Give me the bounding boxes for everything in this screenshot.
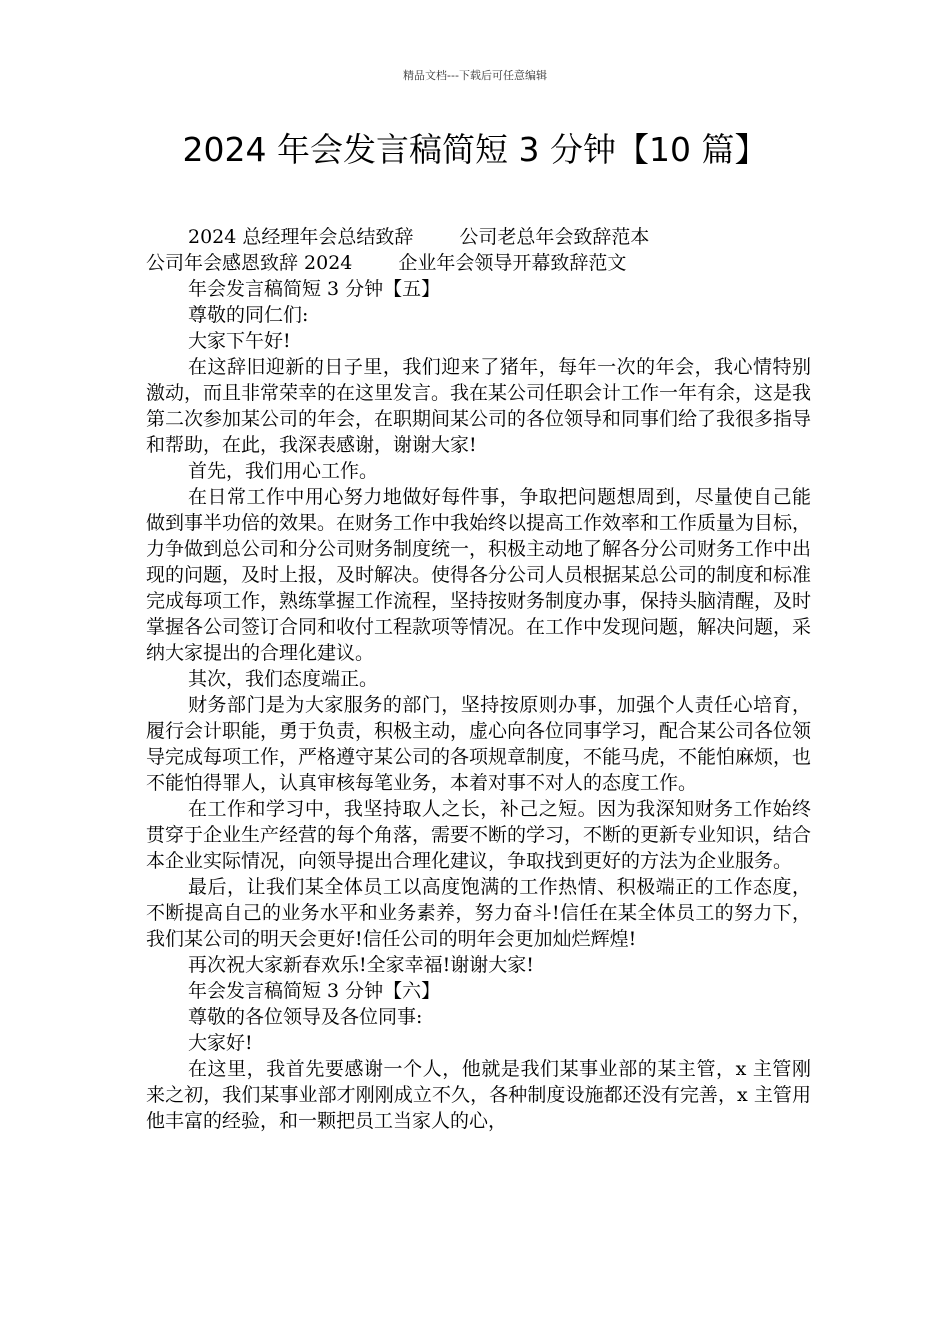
paragraph: 其次，我们态度端正。 — [188, 668, 379, 690]
document-body — [146, 224, 811, 1134]
greeting: 大家下午好! — [188, 330, 291, 352]
related-links — [146, 224, 811, 276]
paragraph: 最后，让我们某全体员工以高度饱满的工作热情、积极端正的工作态度，不断提高自己的业务水平和业务素养，努力奋斗!信任在某全体员工的努力下，我们某公司的明天会更好!信任公司的明年会更加灿烂辉煌! — [146, 876, 811, 950]
salutation: 尊敬的同仁们: — [188, 304, 309, 326]
related-link-2[interactable]: 公司老总年会致辞范本 — [459, 226, 650, 248]
paragraph: 再次祝大家新春欢乐!全家幸福!谢谢大家! — [188, 954, 534, 976]
paragraph: 首先，我们用心工作。 — [188, 460, 379, 482]
paragraph: 在这辞旧迎新的日子里，我们迎来了猪年，每年一次的年会，我心情特别激动，而且非常荣幸的在这里发言。我在某公司任职会计工作一年有余，这是我第二次参加某公司的年会，在职期间某公司的各位领导和同事们给了我很多指导和帮助，在此，我深表感谢，谢谢大家! — [146, 356, 812, 456]
paragraph: 财务部门是为大家服务的部门，坚持按原则办事，加强个人责任心培育，履行会计职能，勇于负责，积极主动，虚心向各位同事学习，配合某公司各位领导完成每项工作，严格遵守某公司的各项规章制度，不能马虎，不能怕麻烦，也不能怕得罪人，认真审核每笔业务，本着对事不对人的态度工作。 — [146, 694, 812, 794]
paragraph: 在这里，我首先要感谢一个人，他就是我们某事业部的某主管，x 主管刚来之初，我们某事业部才刚刚成立不久，各种制度设施都还没有完善，x 主管用他丰富的经验，和一颗把员工当家人的心， — [146, 1058, 811, 1132]
document-title: 2024 年会发言稿简短 3 分钟【10 篇】 — [182, 130, 768, 169]
related-link-4[interactable]: 企业年会领导开幕致辞范文 — [398, 252, 627, 274]
page-header: 精品文档---下载后可任意编辑 — [403, 69, 547, 82]
related-link-3[interactable]: 公司年会感恩致辞 2024 — [146, 252, 353, 274]
section-heading: 年会发言稿简短 3 分钟【五】 — [188, 278, 441, 300]
salutation: 尊敬的各位领导及各位同事: — [188, 1006, 423, 1028]
section-heading: 年会发言稿简短 3 分钟【六】 — [188, 980, 441, 1002]
greeting: 大家好! — [188, 1032, 253, 1054]
related-link-1[interactable]: 2024 总经理年会总结致辞 — [188, 226, 414, 248]
paragraph: 在日常工作中用心努力地做好每件事，争取把问题想周到，尽量使自己能做到事半功倍的效果。在财务工作中我始终以提高工作效率和工作质量为目标，力争做到总公司和分公司财务制度统一，积极主动地了解各分公司财务工作中出现的问题，及时上报，及时解决。使得各分公司人员根据某总公司的制度和标准完成每项工作，熟练掌握工作流程，坚持按财务制度办事，保持头脑清醒，及时掌握各公司签订合同和收付工程款项等情况。在工作中发现问题，解决问题，采纳大家提出的合理化建议。 — [146, 486, 812, 664]
paragraph: 在工作和学习中，我坚持取人之长，补己之短。因为我深知财务工作始终贯穿于企业生产经营的每个角落，需要不断的学习，不断的更新专业知识，结合本企业实际情况，向领导提出合理化建议，争取找到更好的方法为企业服务。 — [146, 798, 812, 872]
